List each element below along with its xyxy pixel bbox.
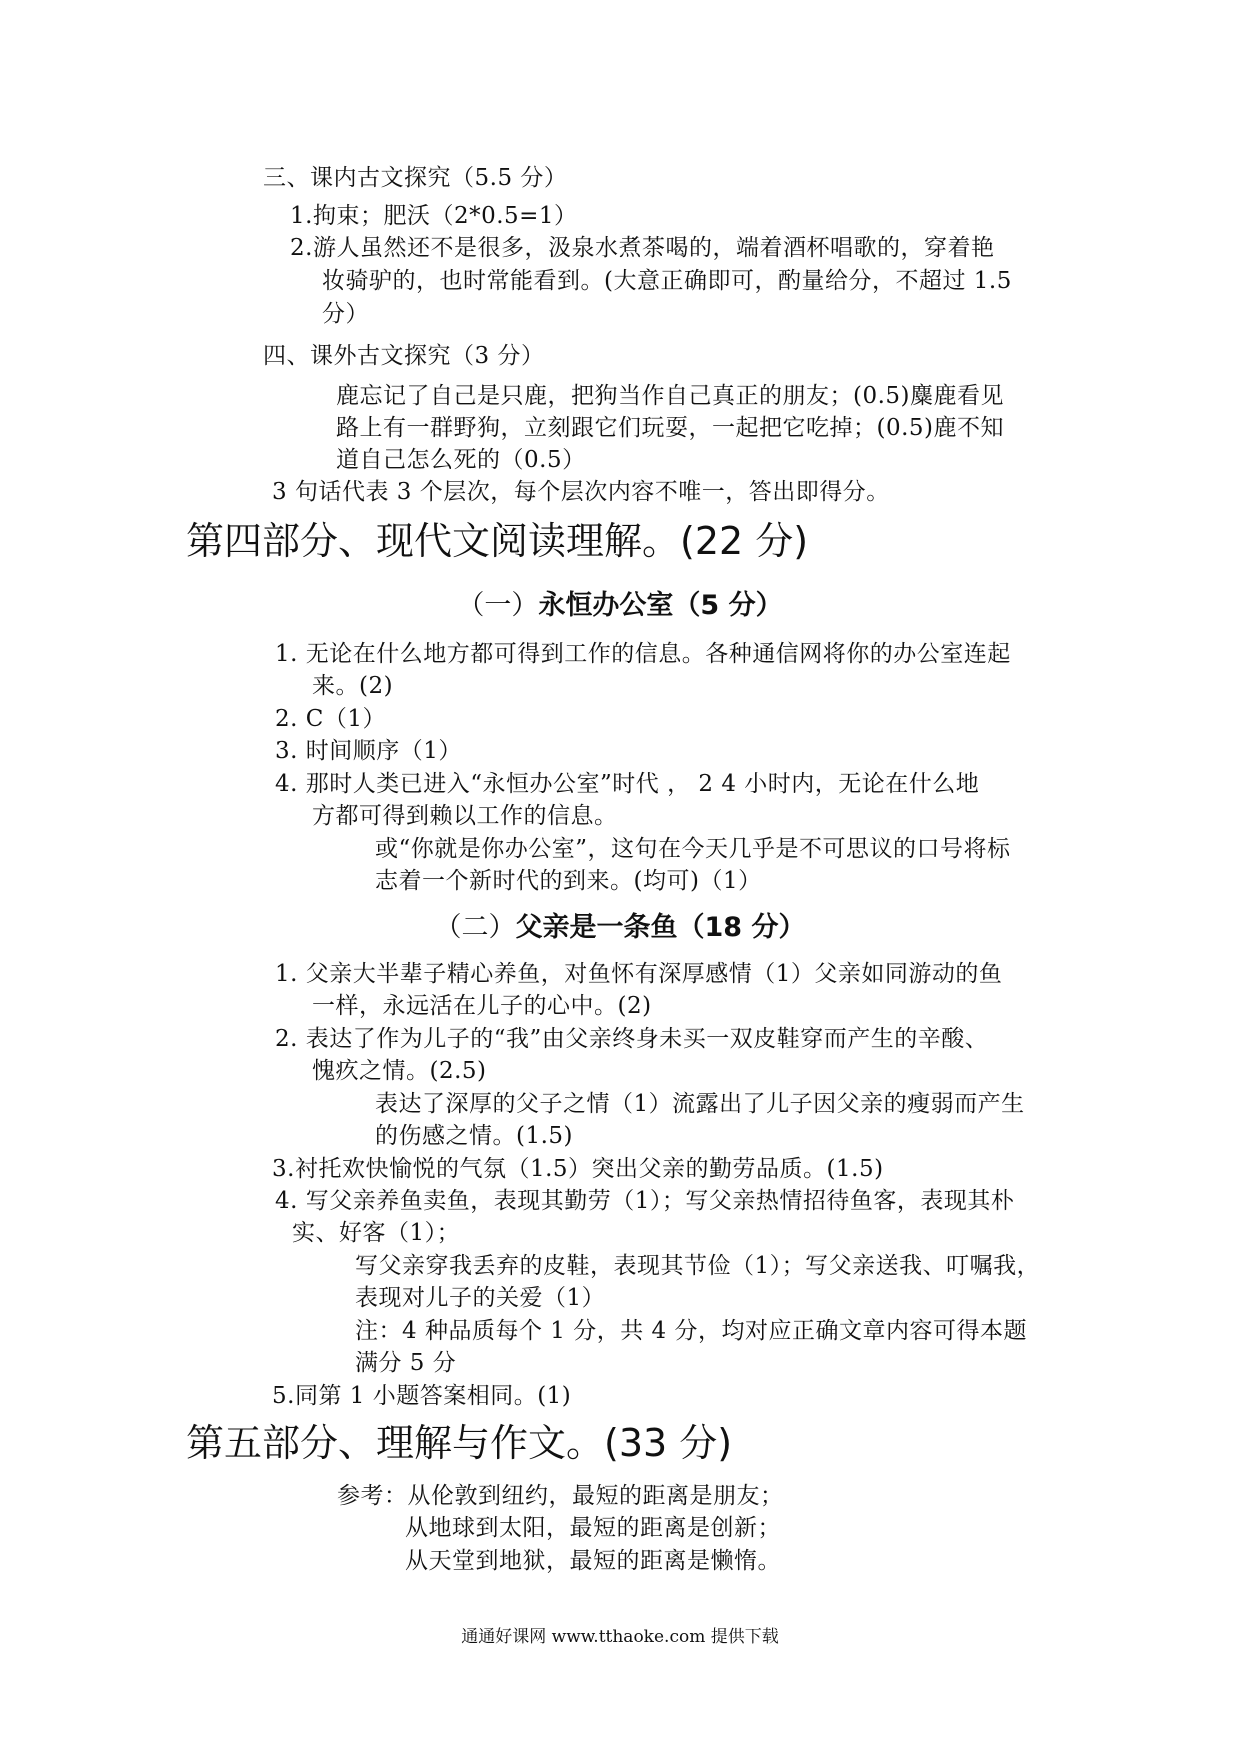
p5-ref-line2: 从地球到太阳，最短的距离是创新； [405, 1515, 781, 1541]
p4s2-q4-line5: 注：4 种品质每个 1 分，共 4 分，均对应正确文章内容可得本题 [355, 1318, 1027, 1344]
part-4-heading: 第四部分、现代文阅读理解。(22 分) [186, 519, 809, 563]
p4s2-q4-line1: 4. 写父亲养鱼卖鱼，表现其勤劳（1）；写父亲热情招待鱼客，表现其朴 [275, 1188, 1015, 1214]
p4s2-q4-line3: 写父亲穿我丢弃的皮鞋，表现其节俭（1）；写父亲送我、叮嘱我， [355, 1253, 1041, 1279]
sub2-title: 父亲是一条鱼（18 分） [515, 912, 806, 943]
p4s1-q4-line3: 或“你就是你办公室”，这句在今天几乎是不可思议的口号将标 [375, 836, 1011, 862]
s3-q1: 1.拘束；肥沃（2*0.5=1） [290, 203, 578, 229]
footer-source: 通通好课网 www.tthaoke.com 提供下载 [461, 1627, 779, 1647]
p4s2-q2-line2: 愧疚之情。(2.5) [312, 1058, 487, 1084]
s3-q2-line3: 分） [322, 301, 369, 327]
s3-q2-line1: 2.游人虽然还不是很多，汲泉水煮茶喝的，端着酒杯唱歌的，穿着艳 [290, 235, 995, 261]
p4s1-q4-line4: 志着一个新时代的到来。(均可)（1） [375, 868, 762, 894]
p4s2-q2-line4: 的伤感之情。(1.5) [375, 1123, 574, 1149]
s3-q2-line2: 妆骑驴的，也时常能看到。(大意正确即可，酌量给分，不超过 1.5 [322, 268, 1012, 294]
p4s1-q1-line2: 来。(2) [312, 673, 394, 699]
sub1-prefix: （一） [457, 590, 539, 621]
s4-line2: 路上有一群野狗，立刻跟它们玩耍，一起把它吃掉；(0.5)鹿不知 [336, 415, 1005, 441]
p4s2-q4-line4: 表现对儿子的关爱（1） [355, 1285, 606, 1311]
sub1-title: 永恒办公室（5 分） [538, 590, 783, 621]
p4s1-q1-line1: 1. 无论在什么地方都可得到工作的信息。各种通信网将你的办公室连起 [275, 641, 1011, 667]
part-4-sub1-title [0, 588, 1240, 624]
p4s2-q4-line6: 满分 5 分 [355, 1350, 457, 1376]
part-5-heading: 第五部分、理解与作文。(33 分) [186, 1421, 733, 1465]
p4s2-q2-line3: 表达了深厚的父子之情（1）流露出了儿子因父亲的瘦弱而产生 [375, 1091, 1025, 1117]
s4-line3: 道自己怎么死的（0.5） [336, 447, 586, 473]
s4-line1: 鹿忘记了自己是只鹿，把狗当作自己真正的朋友；(0.5)麋鹿看见 [336, 383, 1005, 409]
s4-note: 3 句话代表 3 个层次，每个层次内容不唯一，答出即得分。 [272, 479, 890, 505]
p5-ref-line3: 从天堂到地狱，最短的距离是懒惰。 [405, 1548, 781, 1574]
p4s1-q4-line1: 4. 那时人类已进入“永恒办公室”时代 ， 2 4 小时内，无论在什么地 [275, 771, 980, 797]
p4s2-q1-line2: 一样，永远活在儿子的心中。(2) [312, 993, 652, 1019]
p4s1-q2: 2. C（1） [275, 706, 386, 732]
p4s2-q3: 3.衬托欢快愉悦的气氛（1.5）突出父亲的勤劳品质。(1.5) [272, 1156, 884, 1182]
section-3-heading: 三、课内古文探究（5.5 分） [263, 165, 568, 191]
p4s2-q2-line1: 2. 表达了作为儿子的“我”由父亲终身未买一双皮鞋穿而产生的辛酸、 [275, 1026, 989, 1052]
sub2-prefix: （二） [434, 912, 516, 943]
p4s2-q1-line1: 1. 父亲大半辈子精心养鱼，对鱼怀有深厚感情（1）父亲如同游动的鱼 [275, 961, 1003, 987]
p4s2-q4-line2: 实、好客（1）； [292, 1220, 461, 1246]
p4s2-q5: 5.同第 1 小题答案相同。(1) [272, 1383, 572, 1409]
part-4-sub2-title [0, 910, 1240, 946]
p4s1-q4-line2: 方都可得到赖以工作的信息。 [312, 803, 618, 829]
p4s1-q3: 3. 时间顺序（1） [275, 738, 462, 764]
section-4-heading: 四、课外古文探究（3 分） [263, 343, 545, 369]
p5-ref-line1: 参考：从伦敦到纽约，最短的距离是朋友； [337, 1483, 784, 1509]
